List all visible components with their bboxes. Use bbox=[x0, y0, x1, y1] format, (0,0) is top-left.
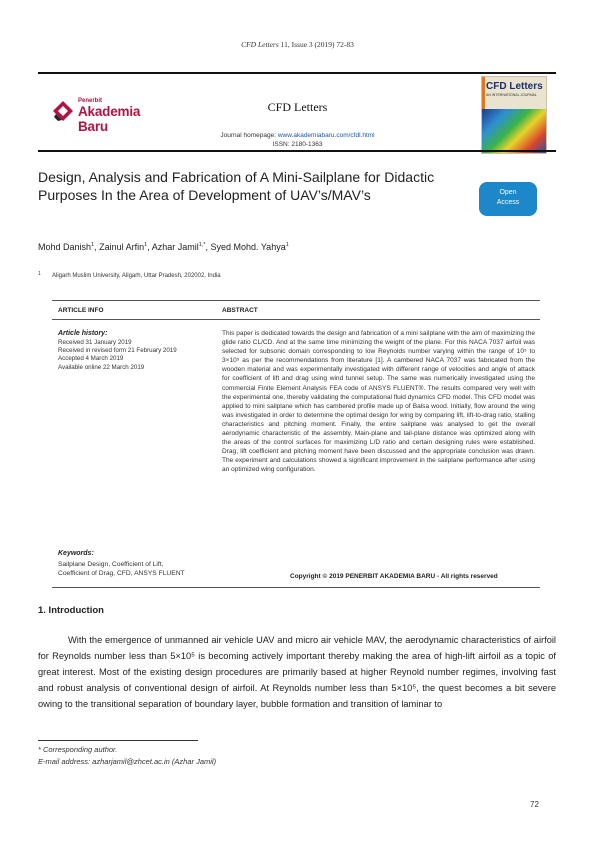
section-heading: 1. Introduction bbox=[38, 605, 104, 616]
footnote-rule bbox=[38, 740, 198, 741]
author-name: Azhar Jamil bbox=[151, 242, 199, 252]
affiliation-text: Aligarh Muslim University, Aligarh, Uttar Pradesh, 202002, India bbox=[52, 273, 221, 279]
issn: ISSN: 2180-1363 bbox=[272, 141, 323, 148]
header-rule-top bbox=[38, 72, 556, 74]
corresponding-author-note: * Corresponding author. bbox=[38, 745, 118, 754]
running-journal: CFD Letters bbox=[241, 40, 279, 49]
author-name: Zainul Arfin bbox=[99, 242, 145, 252]
keywords bbox=[58, 560, 218, 578]
cover-artwork bbox=[482, 109, 546, 153]
publisher-small-label: Penerbit bbox=[78, 98, 103, 104]
paragraph-text: With the emergence of unmanned air vehicle UAV and micro air vehicle MAV, the aerodynamic characteristics of airfoil for Reynolds number less than 5×10⁵ is becoming actively important thereby making the area of high-lift airfoil as a topic of great interest. Most of the existing design procedures are primarily based at higher Reynold number regimes, involving fast and robust analysis of conventional design of airfoil. At Reynolds number less than 5×10⁵, the quest becomes a bit severe owing to the transitional separation of boundary layer, bubble formation and transition of laminar to bbox=[38, 635, 556, 709]
author-name: Syed Mohd. Yahya bbox=[210, 242, 286, 252]
history-entry: Accepted 4 March 2019 bbox=[58, 355, 124, 363]
paper-title: Design, Analysis and Fabrication of A Mini-Sailplane for Didactic Purposes In the Area of Development of UAV’s/MAV’s bbox=[38, 169, 435, 203]
article-history bbox=[58, 339, 177, 372]
homepage-link[interactable]: www.akademiabaru.com/cfdl.html bbox=[277, 132, 375, 139]
running-volume: 11, Issue 3 (2019) 72-83 bbox=[278, 40, 354, 49]
author-affiliation-mark: 1,* bbox=[198, 242, 206, 248]
keywords-label: Keywords: bbox=[58, 550, 94, 557]
email-note: E-mail address: azharjamil@zhcet.ac.in (Azhar Jamil) bbox=[38, 757, 217, 766]
journal-name: CFD Letters bbox=[267, 100, 328, 114]
info-rule-top bbox=[52, 300, 540, 301]
cover-title: CFD Letters bbox=[486, 81, 543, 92]
copyright-notice: Copyright © 2019 PENERBIT AKADEMIA BARU - All rights reserved bbox=[290, 573, 498, 580]
info-rule-bottom bbox=[52, 587, 540, 588]
abstract-heading: ABSTRACT bbox=[222, 307, 258, 314]
open-access-badge[interactable] bbox=[479, 182, 537, 216]
author-affiliation-mark: 1 bbox=[144, 242, 148, 248]
affiliation bbox=[38, 271, 221, 279]
info-rule-mid bbox=[52, 319, 540, 320]
keyword-line: Coefficient of Drag, CFD, ANSYS FLUENT bbox=[58, 570, 185, 578]
page-number: 72 bbox=[530, 800, 539, 809]
article-history-label: Article history: bbox=[58, 330, 108, 337]
affiliation-mark: 1 bbox=[38, 271, 41, 277]
cover-subtitle: AN INTERNATIONAL JOURNAL bbox=[486, 93, 537, 97]
author-affiliation-mark: 1 bbox=[285, 242, 289, 248]
header-rule-bottom bbox=[38, 150, 556, 152]
history-entry: Received 31 January 2019 bbox=[58, 339, 132, 346]
history-entry: Received in revised form 21 February 2019 bbox=[58, 347, 177, 355]
running-header bbox=[0, 40, 595, 49]
article-info-heading: ARTICLE INFO bbox=[58, 307, 104, 314]
keyword-line: Sailplane Design, Coefficient of Lift, bbox=[58, 561, 164, 568]
history-entry: Available online 22 March 2019 bbox=[58, 363, 145, 371]
body-paragraph bbox=[38, 632, 556, 712]
abstract-text: This paper is dedicated towards the design and fabrication of a mini sailplane with the aim of maximizing the glide ratio CL/CD. And at the same time minimizing the weight of the plane. For this NACA 7037 airfoil was selected for subsonic domain corresponding to low Reynolds number varying within the range of 10⁵ to 3×10⁵ as per the recommendations from literature [1]. A cambered NACA 7037 was fabricated from the wooden material and was experimentally investigated with different range of velocities and angle of attack for coefficient of lift and drag using wind tunnel setup. The same was numerically investigated using the commercial Finite Element Analysis FEA code of ANSYS FLUENT®. The results compared very well with the experimental one, thereby validating the computational fluid dynamics CFD model. This CFD model was applied to mini sailplane which has cambered profile made up of Balsa wood. Initially, flow around the wing was investigated in order to determine the optimal design for wing by comparing lift, lift-to-drag ratio, stalling characteristics and pitching moment. Finally, the entire sailplane was analysed to get the overall aerodynamic characteristic of the assembly. Main-plane and tail-plane distance was optimized along with the areas of the control surfaces for maximizing L/D ratio and certain designing rules were established. Drag, lift coefficient and pitching moment have been discussed and the appropriate conclusion was drawn. The experiment and calculations showed a significant improvement in the sailplane performance after using an optimized wing configuration. bbox=[222, 330, 535, 474]
author-name: Mohd Danish bbox=[38, 242, 92, 252]
publisher-brand-name: Akademia Baru bbox=[78, 104, 141, 134]
open-access-line2: Access bbox=[496, 199, 520, 206]
journal-cover-image bbox=[481, 76, 547, 154]
homepage-label: Journal homepage: bbox=[220, 132, 278, 139]
open-access-line1: Open bbox=[499, 189, 517, 196]
author-list: Mohd Danish$^1$, Zainul Arfin$^1$, Azhar Jamil$^{1,*}$, Syed Mohd. Yahya$^1$ bbox=[38, 242, 289, 252]
author-affiliation-mark: 1 bbox=[91, 242, 95, 248]
